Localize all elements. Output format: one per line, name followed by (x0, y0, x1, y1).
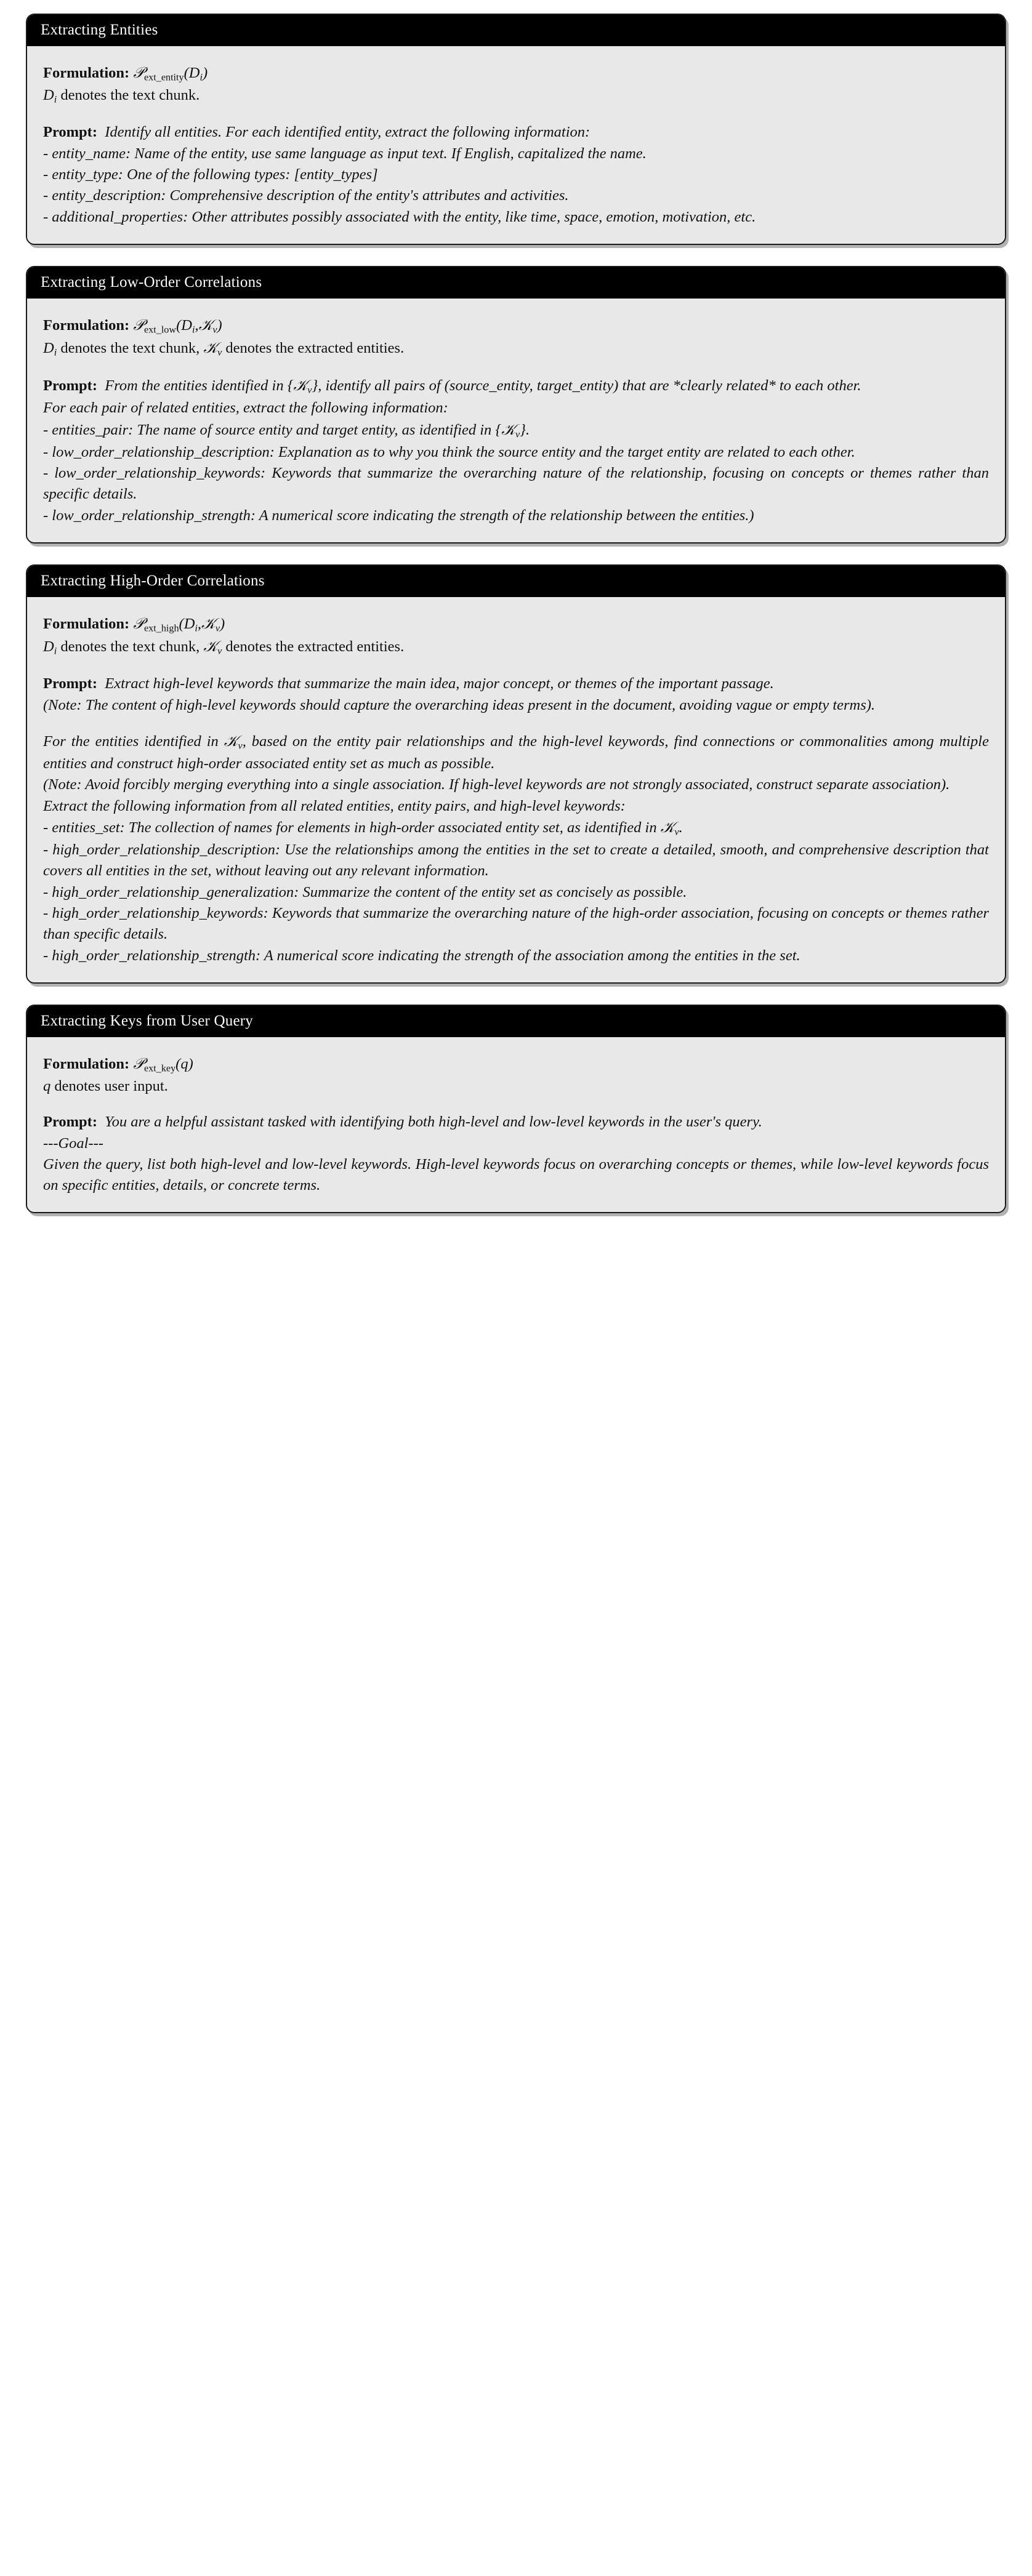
prompt-paragraph-1: You are a helpful assistant tasked with identifying both high-level and low-level keywords in the user's query. (105, 1113, 762, 1131)
math-symbol-P: 𝒫 (133, 614, 144, 632)
math-symbol-K: 𝒦 (501, 420, 515, 438)
math-symbol-q: q (43, 1077, 51, 1094)
formulation-note-line (43, 636, 989, 659)
formulation-line (43, 1053, 989, 1076)
formulation-line (43, 613, 989, 636)
math-symbol-K: 𝒦 (203, 338, 218, 356)
prompt-paragraph-7: - high_order_relationship_description: Use the relationships among the entities in the set to create a detailed, smooth, and comprehensive description that covers all entities in the set, without leaving out any relevant information. (43, 841, 989, 880)
prompt-box-extracting-keys-from-user-query (26, 1005, 1006, 1214)
prompt-paragraph-6b: . (679, 819, 683, 836)
formulation-note-text-a: denotes the text chunk, (57, 339, 204, 356)
box-body-extracting-high-order-correlations (27, 597, 1005, 982)
prompt-paragraph-6 (43, 817, 989, 840)
math-args: (Di) (183, 65, 208, 83)
prompt-block (43, 1112, 989, 1196)
formulation-colon: : (124, 1055, 130, 1072)
prompt-label: Prompt: (43, 1113, 97, 1131)
formulation-note-text-b: denotes the extracted entities. (222, 638, 405, 656)
math-symbol-K: 𝒦 (293, 376, 308, 395)
prompt-box-extracting-high-order-correlations (26, 564, 1006, 984)
formulation-label: Formulation (43, 316, 125, 334)
math-symbol-K: 𝒦 (224, 731, 238, 750)
math-subscript-v: v (515, 429, 520, 440)
prompt-boxes-page (0, 0, 1032, 1228)
prompt-paragraph-4: (Note: Avoid forcibly merging everything into a single association. If high-level keywords are not strongly associated, construct separate association). (43, 776, 950, 793)
math-symbol-K: 𝒦 (660, 817, 675, 836)
math-subscript-i: i (54, 646, 57, 657)
block-gap (43, 360, 989, 375)
math-symbol-D: D (43, 87, 54, 104)
prompt-paragraph-2-goal: ---Goal--- (43, 1134, 103, 1152)
box-title-extracting-keys-from-user-query: Extracting Keys from User Query (27, 1006, 1005, 1037)
prompt-label: Prompt: (43, 675, 97, 692)
box-title-extracting-high-order-correlations: Extracting High-Order Correlations (27, 566, 1005, 597)
math-subscript-i: i (54, 94, 57, 105)
formulation-block (43, 1053, 989, 1097)
prompt-first-paragraph (43, 122, 989, 143)
formulation-colon: : (124, 316, 130, 334)
prompt-paragraph-6: - low_order_relationship_strength: A numerical score indicating the strength of the relationship between the entities.) (43, 507, 754, 524)
prompt-paragraph-3b: , based on the entity pair relationships and the high-level keywords, find connections or commonalities among multiple entities and construct high-order associated entity set as much as possible. (43, 732, 989, 772)
prompt-block (43, 122, 989, 227)
formulation-note-text: denotes the text chunk. (57, 87, 200, 104)
formulation-note-text-a: denotes the text chunk, (57, 638, 204, 656)
formulation-note-text: denotes user input. (50, 1077, 168, 1094)
prompt-label: Prompt: (43, 377, 97, 395)
math-symbol-P: 𝒫 (133, 1054, 144, 1072)
prompt-first-paragraph (43, 1112, 989, 1133)
box-body-extracting-entities (27, 46, 1005, 244)
math-symbol-P: 𝒫 (133, 63, 144, 81)
prompt-box-extracting-low-order-correlations (26, 266, 1006, 544)
formulation-note-text-b: denotes the extracted entities. (222, 339, 405, 356)
prompt-paragraph-1b: }, identify all pairs of (source_entity, target_entity) that are *clearly related* to each other. (312, 377, 861, 395)
prompt-paragraph-5: Extract the following information from all related entities, entity pairs, and high-level keywords: (43, 797, 626, 814)
math-subscript-i: i (54, 347, 57, 358)
prompt-paragraph-5: - low_order_relationship_keywords: Keywords that summarize the overarching nature of the relationship, focusing on concepts or themes rather than specific details. (43, 465, 989, 503)
prompt-paragraph-10: - high_order_relationship_strength: A numerical score indicating the strength of the association among the entities in the set. (43, 947, 800, 964)
prompt-first-paragraph (43, 375, 989, 398)
formulation-note-line (43, 85, 989, 107)
prompt-block (43, 375, 989, 526)
block-gap (43, 716, 989, 731)
prompt-paragraph-3a: - entities_pair: The name of source entity and target entity, as identified in { (43, 421, 502, 438)
prompt-paragraph-6a: - entities_set: The collection of names for elements in high-order associated entity set, as identified in (43, 819, 661, 836)
formulation-line (43, 315, 989, 337)
prompt-paragraph-2: - entity_name: Name of the entity, use same language as input text. If English, capitalized the name. (43, 145, 647, 162)
formulation-line (43, 62, 989, 85)
prompt-paragraph-1: Identify all entities. For each identified entity, extract the following information: (105, 124, 591, 141)
math-subscript-v: v (217, 347, 222, 358)
formulation-block (43, 62, 989, 107)
prompt-paragraph-9: - high_order_relationship_keywords: Keywords that summarize the overarching nature of the high-order association, focusing on concepts or themes rather than specific details. (43, 904, 989, 943)
prompt-paragraph-8: - high_order_relationship_generalization: Summarize the content of the entity set as concisely as possible. (43, 883, 687, 901)
math-subscript-v: v (217, 646, 222, 657)
math-symbol-D: D (43, 339, 54, 356)
box-body-extracting-low-order-correlations (27, 299, 1005, 542)
prompt-label: Prompt: (43, 124, 97, 141)
block-gap (43, 1097, 989, 1112)
box-title-extracting-low-order-correlations: Extracting Low-Order Correlations (27, 267, 1005, 299)
prompt-block-part-1 (43, 673, 989, 716)
math-subscript-ext-high: ext_high (144, 623, 179, 634)
prompt-paragraph-2: (Note: The content of high-level keywords should capture the overarching ideas present in the document, avoiding vague or empty terms). (43, 696, 876, 713)
math-subscript-ext-low: ext_low (144, 324, 177, 335)
prompt-paragraph-4: - low_order_relationship_description: Explanation as to why you think the source entity and the target entity are related to each other. (43, 443, 855, 460)
math-subscript-v: v (238, 740, 243, 752)
math-subscript-v: v (307, 385, 312, 396)
box-body-extracting-keys-from-user-query (27, 1037, 1005, 1213)
prompt-paragraph-3 (43, 731, 989, 774)
math-symbol-D: D (43, 638, 54, 656)
prompt-first-paragraph (43, 673, 989, 694)
prompt-paragraph-4: - entity_description: Comprehensive description of the entity's attributes and activities. (43, 187, 569, 204)
formulation-block (43, 613, 989, 659)
prompt-block-part-2 (43, 731, 989, 966)
block-gap (43, 659, 989, 673)
math-args: (Di,𝒦v) (176, 315, 222, 335)
box-title-extracting-entities: Extracting Entities (27, 15, 1005, 46)
prompt-paragraph-2: For each pair of related entities, extract the following information: (43, 399, 448, 417)
formulation-note-line (43, 1076, 989, 1097)
math-args: (q) (175, 1055, 193, 1072)
formulation-label: Formulation (43, 65, 125, 81)
formulation-note-line (43, 337, 989, 360)
prompt-paragraph-1: Extract high-level keywords that summarize the main idea, major concept, or themes of the important passage. (105, 675, 774, 692)
formulation-block (43, 315, 989, 360)
prompt-paragraph-3a: For the entities identified in (43, 732, 224, 750)
math-subscript-ext-key: ext_key (144, 1063, 176, 1074)
prompt-paragraph-3 (43, 419, 989, 442)
prompt-paragraph-3b: }. (520, 421, 530, 438)
math-symbol-P: 𝒫 (133, 315, 144, 334)
formulation-label: Formulation (43, 615, 125, 632)
math-subscript-ext-entity: ext_entity (144, 72, 184, 83)
prompt-box-extracting-entities (26, 14, 1006, 245)
block-gap (43, 107, 989, 122)
formulation-colon: : (124, 615, 130, 632)
prompt-paragraph-1a: From the entities identified in { (105, 377, 294, 395)
math-symbol-K: 𝒦 (203, 637, 218, 656)
prompt-paragraph-3: Given the query, list both high-level and low-level keywords. High-level keywords focus on overarching concepts or themes, while low-level keywords focus on specific entities, details, or concrete terms. (43, 1155, 989, 1194)
formulation-colon: : (124, 65, 130, 81)
math-args: (Di,𝒦v) (179, 614, 225, 634)
math-subscript-v: v (674, 827, 679, 838)
formulation-label: Formulation (43, 1055, 125, 1072)
prompt-paragraph-3: - entity_type: One of the following types: [entity_types] (43, 166, 378, 183)
prompt-paragraph-5: - additional_properties: Other attributes possibly associated with the entity, like time, space, emotion, motivation, etc. (43, 208, 756, 225)
